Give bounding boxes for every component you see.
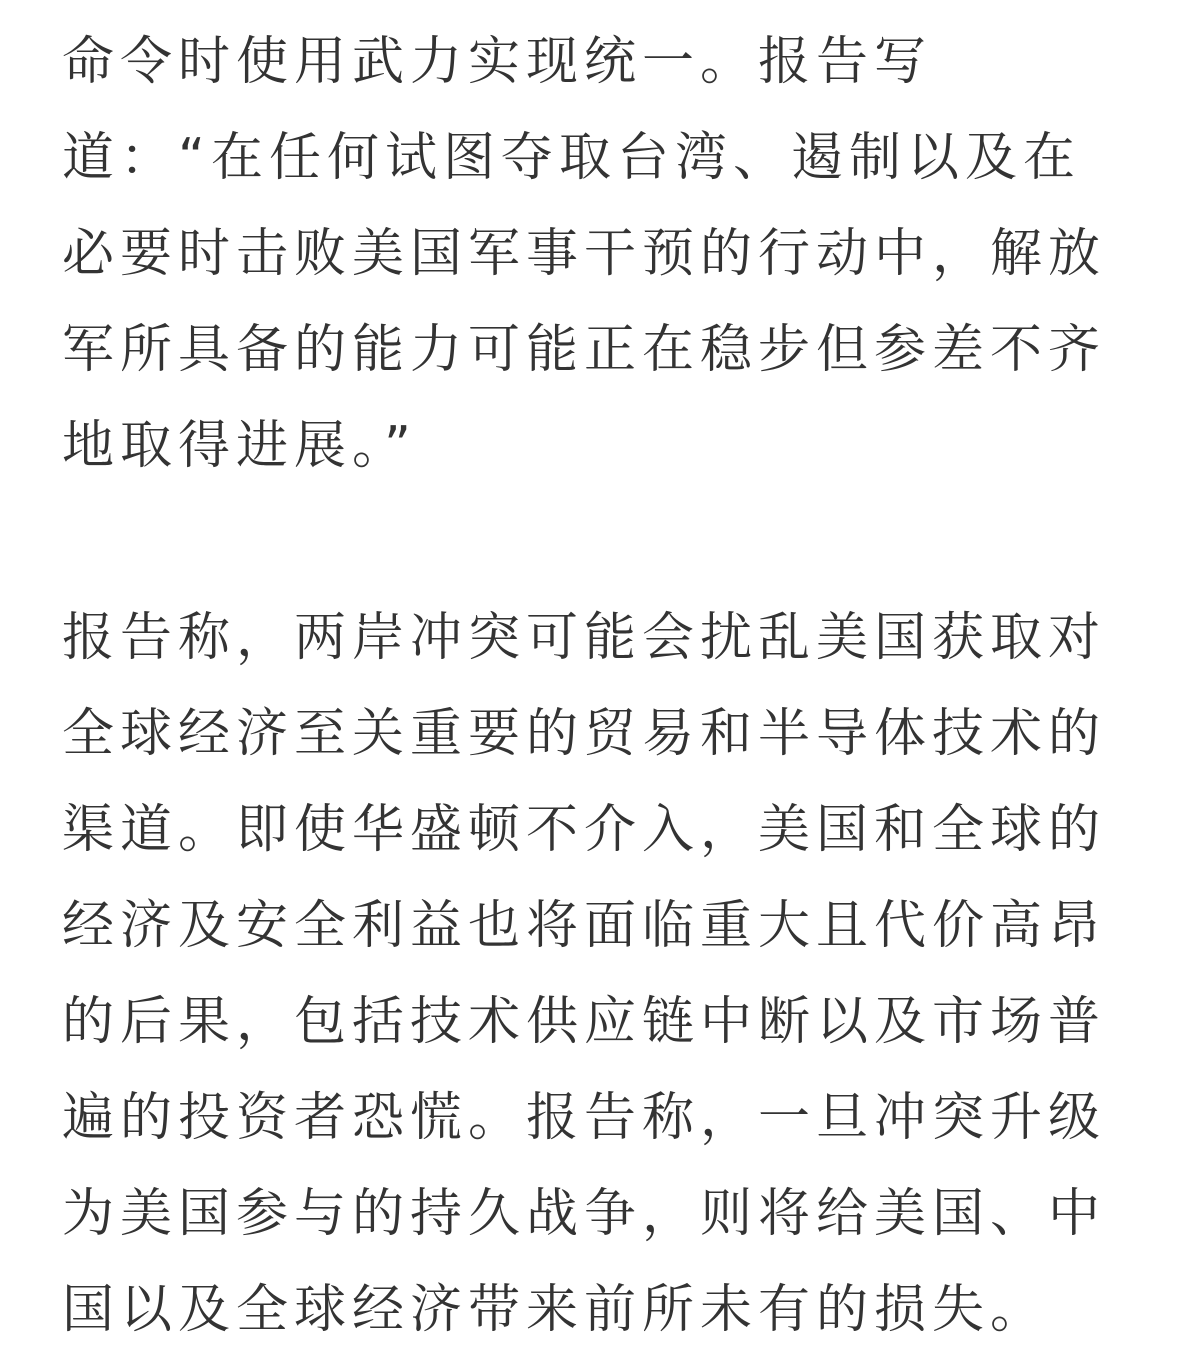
paragraph-1: 命令时使用武力实现统一。报告写道：“在任何试图夺取台湾、遏制以及在必要时击败美国军事干预的行动中，解放军所具备的能力可能正在稳步但参差不齐地取得进展。” [62,32,1107,476]
paragraph-2: 报告称，两岸冲突可能会扰乱美国获取对全球经济至关重要的贸易和半导体技术的渠道。即使华盛顿不介入，美国和全球的经济及安全利益也将面临重大且代价高昂的后果，包括技术供应链中断以及市场普遍的投资者恐慌。报告称，一旦冲突升级为美国参与的持久战争，则将给美国、中国以及全球经济带来前所未有的损失。 [62,608,1107,1340]
paragraph-gap [62,494,1118,590]
article-body [62,14,1118,1358]
